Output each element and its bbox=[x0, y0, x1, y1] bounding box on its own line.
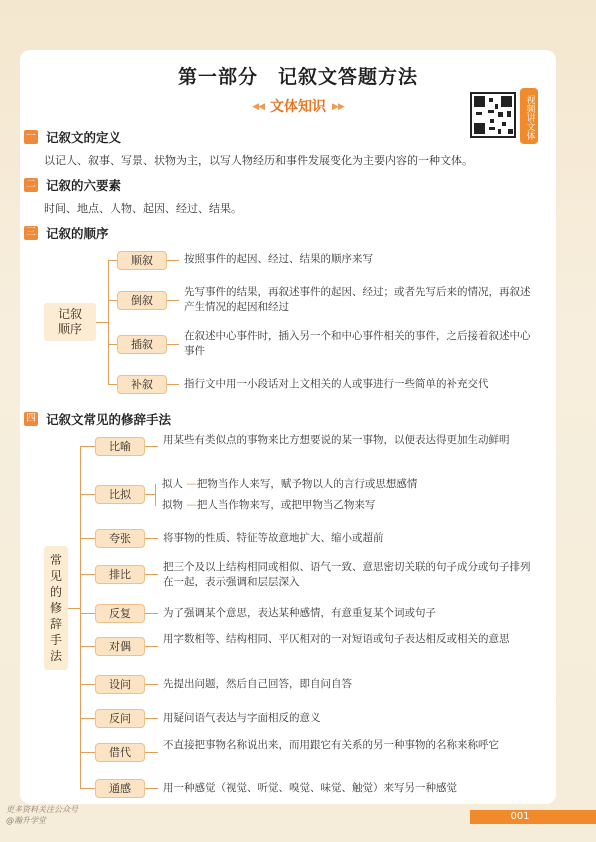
rhetoric-category-label: 常 见 的 修 辞 手 法 bbox=[44, 546, 68, 670]
rhetoric-tag-fanfu: 反复 bbox=[95, 604, 145, 623]
rhetoric-tag-bini: 比拟 bbox=[95, 485, 145, 504]
rhetoric-tag-duiou: 对偶 bbox=[95, 637, 145, 656]
rhetoric-desc: 把三个及以上结构相同或相似、语气一致、意思密切关联的句子成分或句子排列在一起，表示强调和层层深入 bbox=[163, 561, 531, 588]
rhetoric-desc: 不直接把事物名称说出来，而用跟它有关系的另一种事物的名称来称呼它 bbox=[163, 739, 499, 751]
rhetoric-desc: 先提出问题，然后自己回答，即自问自答 bbox=[163, 678, 352, 690]
order-tag-chaxu: 插叙 bbox=[117, 335, 167, 354]
right-arrows-icon: ▶▶ bbox=[332, 102, 344, 112]
rhetoric-desc: 用一种感觉（视觉、听觉、嗅觉、味觉、触觉）来写另一种感觉 bbox=[163, 782, 457, 794]
rhetoric-bracket bbox=[80, 446, 81, 788]
rhetoric-tag-paibi: 排比 bbox=[95, 565, 145, 584]
page-number: 001 bbox=[510, 811, 530, 822]
section-2-heading bbox=[24, 176, 121, 194]
rhetoric-desc: 用疑问语气表达与字面相反的意义 bbox=[163, 712, 321, 724]
section-title: 记叙的六要素 bbox=[46, 178, 122, 193]
order-desc: 先写事件的结果，再叙述事件的起因、经过；或者先写后来的情况，再叙述产生情况的起因和经过 bbox=[184, 286, 531, 313]
section-title: 记叙文常见的修辞手法 bbox=[46, 412, 172, 427]
section-number-badge: 二 bbox=[26, 179, 36, 190]
order-desc: 在叙述中心事件时，插入另一个和中心事件相关的事件，之后接着叙述中心事件 bbox=[184, 330, 531, 357]
qr-code[interactable] bbox=[470, 92, 516, 138]
bini-sub-personification: 拟人 —把物当作人来写，赋予物以人的言行或思想感情 bbox=[162, 478, 418, 490]
rhetoric-desc: 用某些有类似点的事物来比方想要说的某一事物，以便表达得更加生动鲜明 bbox=[163, 434, 510, 446]
rhetoric-tag-biyu: 比喻 bbox=[95, 437, 145, 456]
order-tag-shunxu: 顺叙 bbox=[117, 251, 167, 270]
rhetoric-desc: 为了强调某个意思，表达某种感情，有意重复某个词或句子 bbox=[163, 607, 436, 619]
order-desc: 按照事件的起因、经过、结果的顺序来写 bbox=[184, 253, 373, 265]
subtitle-text: 文体知识 bbox=[270, 99, 326, 115]
page-title: 第一部分 记叙文答题方法 bbox=[177, 66, 418, 88]
section-title: 记叙文的定义 bbox=[46, 130, 122, 145]
section-title: 记叙的顺序 bbox=[46, 226, 109, 241]
rhetoric-tag-kuazhang: 夸张 bbox=[95, 529, 145, 548]
rhetoric-tag-fanwen: 反问 bbox=[95, 709, 145, 728]
order-desc: 指行文中用一小段话对上文相关的人或事进行一些简单的补充交代 bbox=[184, 378, 489, 390]
left-arrows-icon: ◀◀ bbox=[252, 102, 264, 112]
rhetoric-tag-shewen: 设问 bbox=[95, 675, 145, 694]
section-3-heading bbox=[24, 224, 109, 242]
order-category-label: 记叙 顺序 bbox=[44, 303, 96, 341]
order-tag-daoxu: 倒叙 bbox=[117, 291, 167, 310]
section-number-badge: 三 bbox=[26, 227, 36, 238]
footer-note: 更多资料关注公众号 @瀚升学堂 bbox=[6, 805, 78, 825]
rhetoric-desc: 用字数相等、结构相同、平仄相对的一对短语或句子表达相反或相关的意思 bbox=[163, 633, 510, 645]
bini-sub-objectification: 拟物 —把人当作物来写，或把甲物当乙物来写 bbox=[162, 499, 376, 511]
rhetoric-tag-jiedai: 借代 bbox=[95, 743, 145, 762]
order-bracket bbox=[108, 260, 109, 384]
section-1-heading bbox=[24, 128, 121, 146]
section-4-heading bbox=[24, 410, 171, 428]
order-tag-buxu: 补叙 bbox=[117, 375, 167, 394]
section-number-badge: 四 bbox=[26, 413, 36, 424]
rhetoric-tag-tonggan: 通感 bbox=[95, 779, 145, 798]
section-number-badge: 一 bbox=[26, 131, 36, 142]
video-tag[interactable]: 视频讲文体 bbox=[520, 88, 538, 144]
definition-text: 以记人、叙事、写景、状物为主，以写人物经历和事件发展变化为主要内容的一种文体。 bbox=[44, 154, 473, 167]
rhetoric-desc: 将事物的性质、特征等故意地扩大、缩小或超前 bbox=[163, 532, 384, 544]
six-elements-text: 时间、地点、人物、起因、经过、结果。 bbox=[44, 202, 242, 215]
